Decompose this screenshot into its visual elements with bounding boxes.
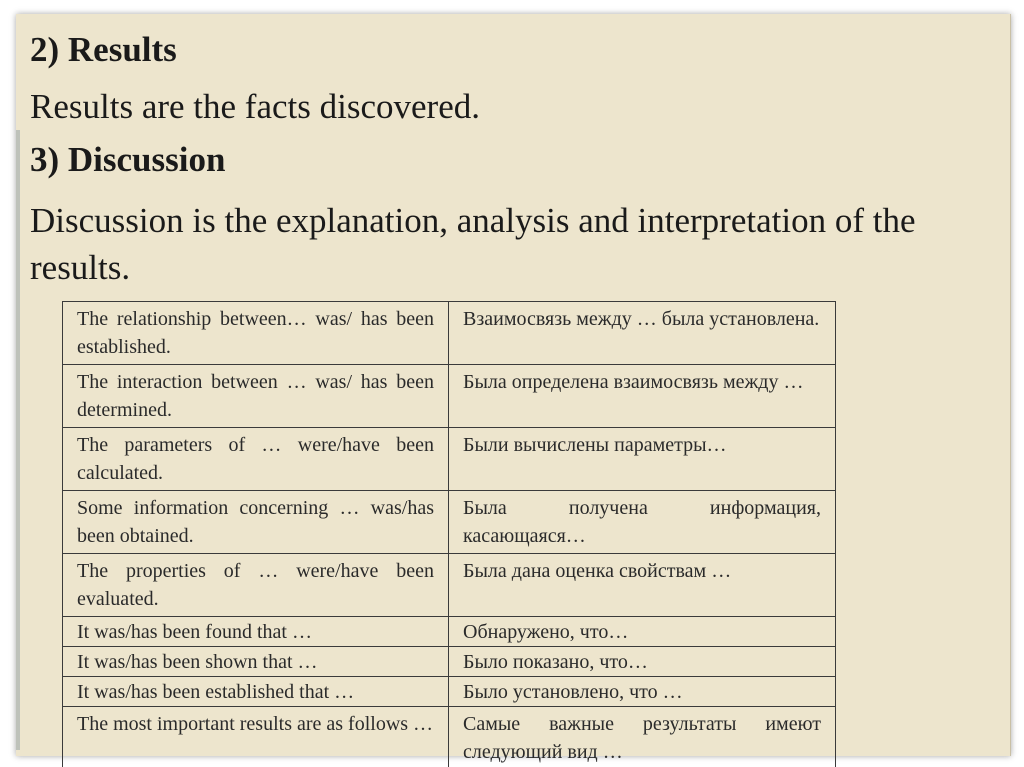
table-row bbox=[63, 491, 836, 554]
table-row bbox=[63, 647, 836, 677]
discussion-definition: Discussion is the explanation, analysis and interpretation of the results. bbox=[30, 201, 916, 287]
table-row bbox=[63, 365, 836, 428]
table-row bbox=[63, 617, 836, 647]
results-definition: Results are the facts discovered. bbox=[30, 87, 480, 126]
table-row bbox=[63, 428, 836, 491]
russian-phrase-cell: Была определена взаимосвязь между … bbox=[449, 365, 836, 428]
discussion-heading: 3) Discussion bbox=[30, 140, 226, 179]
english-phrase-cell: The relationship between… was/ has been established. bbox=[63, 302, 449, 365]
english-phrase-cell: The properties of … were/have been evaluated. bbox=[63, 554, 449, 617]
russian-phrase-cell: Была получена информация, касающаяся… bbox=[449, 491, 836, 554]
phrase-table bbox=[62, 301, 836, 767]
english-phrase-cell: The parameters of … were/have been calculated. bbox=[63, 428, 449, 491]
slide-edge-decoration bbox=[16, 130, 20, 750]
english-phrase-cell: The interaction between … was/ has been determined. bbox=[63, 365, 449, 428]
russian-phrase-cell: Обнаружено, что… bbox=[449, 617, 836, 647]
english-phrase-cell: The most important results are as follows … bbox=[63, 707, 449, 767]
russian-phrase-cell: Взаимосвязь между … была установлена. bbox=[449, 302, 836, 365]
table-row bbox=[63, 302, 836, 365]
table-row bbox=[63, 707, 836, 767]
english-phrase-cell: Some information concerning … was/has been obtained. bbox=[63, 491, 449, 554]
english-phrase-cell: It was/has been found that … bbox=[63, 617, 449, 647]
russian-phrase-cell: Самые важные результаты имеют следующий вид … bbox=[449, 707, 836, 767]
table-row bbox=[63, 677, 836, 707]
russian-phrase-cell: Были вычислены параметры… bbox=[449, 428, 836, 491]
english-phrase-cell: It was/has been shown that … bbox=[63, 647, 449, 677]
results-heading: 2) Results bbox=[30, 30, 177, 69]
english-phrase-cell: It was/has been established that … bbox=[63, 677, 449, 707]
russian-phrase-cell: Было установлено, что … bbox=[449, 677, 836, 707]
russian-phrase-cell: Было показано, что… bbox=[449, 647, 836, 677]
russian-phrase-cell: Была дана оценка свойствам … bbox=[449, 554, 836, 617]
table-row bbox=[63, 554, 836, 617]
